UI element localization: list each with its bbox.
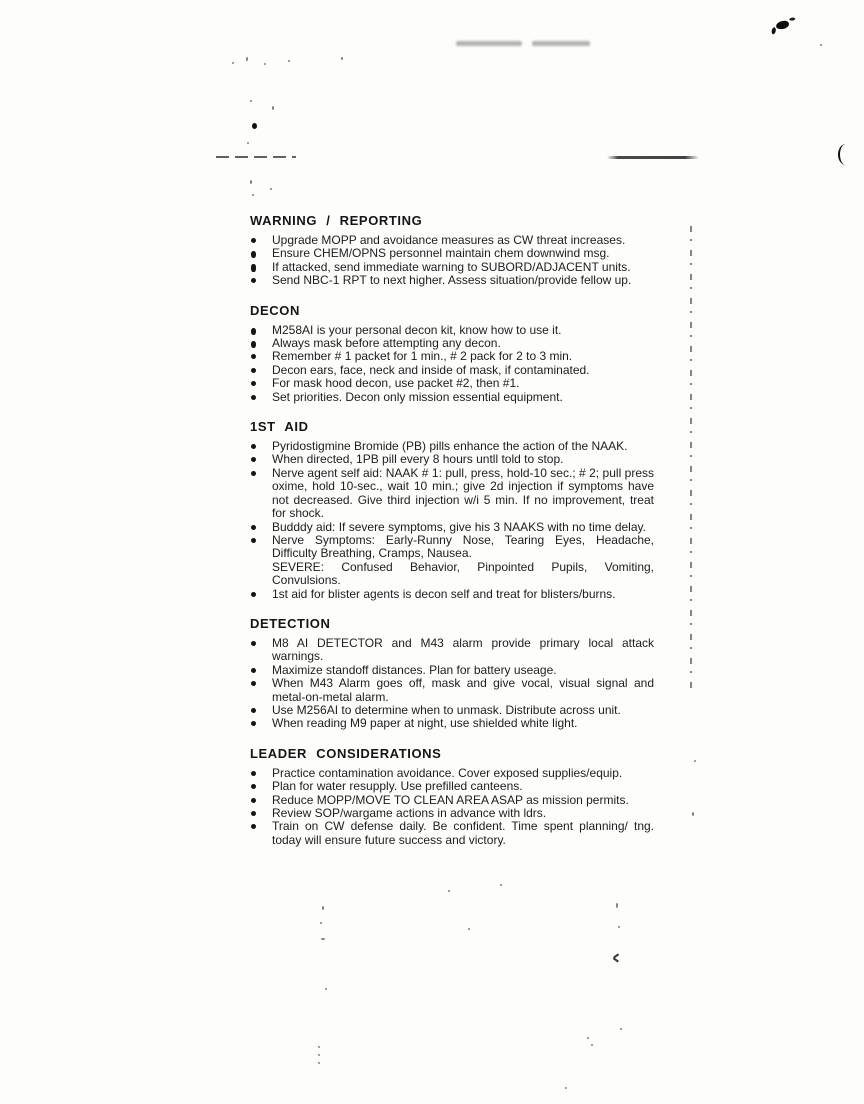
bullet-item xyxy=(272,274,654,287)
bullet-text: Nerve agent self aid: NAAK # 1: pull, press, hold-10 sec.; # 2; pull press oxime, hold 10-sec., wait 10 min.; give 2d injection if symptoms have not decreased. Give third injection w/i 5 min. If no improvement, treat for shock. xyxy=(272,465,654,521)
bullet-item xyxy=(272,350,654,363)
bullet-item xyxy=(272,247,654,260)
bullet-icon xyxy=(251,668,256,673)
scan-curve-mark xyxy=(838,144,849,165)
scan-speck xyxy=(448,890,450,892)
stray-dot xyxy=(252,123,257,129)
scan-smudge xyxy=(456,41,522,46)
bullet-icon xyxy=(251,341,256,348)
section-heading: 1ST AID xyxy=(250,419,309,435)
section-heading: DETECTION xyxy=(250,615,331,631)
bullet-list xyxy=(250,637,654,731)
bullet-text: M8 AI DETECTOR and M43 alarm provide primary local attack warnings. xyxy=(272,635,654,664)
bullet-item xyxy=(272,440,654,453)
scan-speck xyxy=(250,100,252,102)
scan-speck xyxy=(288,60,290,62)
bullet-item xyxy=(272,780,654,793)
bullet-item xyxy=(272,794,654,807)
bullet-text: Set priorities. Decon only mission essential equipment. xyxy=(272,389,563,404)
bullet-icon xyxy=(251,264,256,272)
scan-speck xyxy=(565,1087,567,1089)
scan-speck xyxy=(591,1044,593,1046)
scan-speck xyxy=(325,988,327,990)
bullet-item xyxy=(272,588,654,601)
scan-speck xyxy=(820,44,822,46)
bullet-text: Pyridostigmine Bromide (PB) pills enhance the action of the NAAK. xyxy=(272,439,628,454)
bullet-icon xyxy=(251,354,256,359)
section-heading: LEADER CONSIDERATIONS xyxy=(250,745,442,761)
bullet-item xyxy=(272,717,654,730)
bullet-text: Budddy aid: If severe symptoms, give his 3 NAAKS with no time delay. xyxy=(272,519,646,534)
bullet-text: When reading M9 paper at night, use shielded white light. xyxy=(272,716,578,731)
bullet-item xyxy=(272,391,654,404)
bullet-item xyxy=(272,664,654,677)
section-decon xyxy=(250,303,654,404)
scan-speck xyxy=(322,906,324,910)
bullet-text: Maximize standoff distances. Plan for battery useage. xyxy=(272,662,557,677)
bullet-text: Nerve Symptoms: Early-Runny Nose, Tearing Eyes, Headache, Difficulty Breathing, Cramps, Nausea. xyxy=(272,532,654,561)
section-leader-considerations xyxy=(250,746,654,847)
bullet-item xyxy=(272,337,654,350)
bullet-icon xyxy=(251,278,256,283)
scan-speck xyxy=(270,188,272,190)
bullet-item xyxy=(272,521,654,534)
scan-speck xyxy=(620,1028,622,1030)
bullet-item xyxy=(272,820,654,847)
bullet-text: Ensure CHEM/OPNS personnel maintain chem downwind msg. xyxy=(272,246,610,261)
scan-smudge xyxy=(532,41,590,46)
scan-speck xyxy=(500,884,502,886)
bullet-icon xyxy=(251,538,256,543)
bullet-text: 1st aid for blister agents is decon self and treat for blisters/burns. xyxy=(272,586,616,601)
bullet-item xyxy=(272,453,654,466)
scan-speck xyxy=(616,903,618,908)
bullet-item xyxy=(272,364,654,377)
bullet-item xyxy=(272,767,654,780)
bullet-list xyxy=(250,440,654,601)
section-heading: DECON xyxy=(250,302,300,318)
bullet-text: Remember # 1 packet for 1 min., # 2 pack for 2 to 3 min. xyxy=(272,349,573,364)
bullet-item xyxy=(272,377,654,390)
bullet-icon xyxy=(251,592,256,597)
bullet-list xyxy=(250,234,654,288)
bullet-icon xyxy=(251,784,256,789)
scan-speck xyxy=(272,106,274,110)
section-warning-reporting xyxy=(250,213,654,288)
bullet-icon xyxy=(251,641,256,646)
scan-speck xyxy=(250,180,252,184)
scan-speck xyxy=(264,63,266,65)
scan-speck xyxy=(694,760,696,762)
scan-speck xyxy=(232,62,234,64)
bullet-text: Use M256AI to determine when to unmask. Distribute across unit. xyxy=(272,702,621,717)
bullet-item xyxy=(272,704,654,717)
bullet-text: For mask hood decon, use packet #2, then #1. xyxy=(272,376,520,391)
bullet-text: When directed, 1PB pill every 8 hours untll told to stop. xyxy=(272,452,564,467)
bullet-icon xyxy=(251,238,256,243)
scan-speck xyxy=(247,142,249,144)
bullet-list xyxy=(250,767,654,847)
bullet-text: Upgrade MOPP and avoidance measures as CW threat increases. xyxy=(272,233,626,247)
bullet-item xyxy=(272,324,654,337)
bullet-icon xyxy=(251,395,256,400)
document-body xyxy=(250,213,654,862)
bullet-text: Always mask before attempting any decon. xyxy=(272,336,501,351)
bullet-icon xyxy=(251,471,256,476)
scan-speck xyxy=(318,1046,320,1048)
bullet-item xyxy=(272,534,654,588)
scan-speck xyxy=(468,928,470,930)
bullet-text: Review SOP/wargame actions in advance with ldrs. xyxy=(272,806,547,820)
bullet-icon xyxy=(251,708,256,713)
bullet-item xyxy=(272,677,654,704)
bullet-icon xyxy=(251,721,256,726)
scan-dash-line xyxy=(607,156,699,159)
scan-speck xyxy=(692,812,694,816)
bullet-icon xyxy=(251,525,256,530)
bullet-text: M258AI is your personal decon kit, know how to use it. xyxy=(272,322,562,337)
bullet-icon xyxy=(251,368,256,373)
scan-dotted-vline xyxy=(690,226,692,692)
bullet-icon xyxy=(251,251,256,258)
bullet-icon xyxy=(251,381,256,386)
ink-blob xyxy=(776,20,790,30)
bullet-icon xyxy=(251,328,256,335)
stray-chevron-mark xyxy=(613,953,619,958)
bullet-icon xyxy=(251,771,256,776)
section-heading: WARNING / REPORTING xyxy=(250,213,423,228)
bullet-item xyxy=(272,807,654,820)
bullet-text: If attacked, send immediate warning to SUBORD/ADJACENT units. xyxy=(272,259,631,274)
scan-speck xyxy=(318,1054,320,1056)
bullet-text: Plan for water resupply. Use prefilled canteens. xyxy=(272,779,523,794)
scan-speck xyxy=(587,1037,589,1039)
stray-chevron-mark xyxy=(613,957,619,962)
bullet-text-severe: SEVERE: Confused Behavior, Pinpointed Pupils, Vomiting, Convulsions. xyxy=(272,559,654,588)
bullet-text: Reduce MOPP/MOVE TO CLEAN AREA ASAP as mission permits. xyxy=(272,792,629,807)
scan-speck xyxy=(318,1062,320,1064)
bullet-text: Decon ears, face, neck and inside of mask, if contaminated. xyxy=(272,362,590,377)
bullet-text: Practice contamination avoidance. Cover exposed supplies/equip. xyxy=(272,765,623,780)
bullet-item xyxy=(272,261,654,274)
bullet-icon xyxy=(251,824,256,829)
bullet-list xyxy=(250,324,654,404)
bullet-icon xyxy=(251,444,256,449)
scan-speck xyxy=(320,922,322,924)
bullet-icon xyxy=(251,811,256,816)
scan-speck xyxy=(321,938,325,940)
bullet-text: When M43 Alarm goes off, mask and give vocal, visual signal and metal-on-metal alarm. xyxy=(272,676,654,704)
bullet-icon xyxy=(251,681,256,686)
bullet-icon xyxy=(251,457,256,462)
scan-dash-line xyxy=(216,156,296,158)
scan-speck xyxy=(341,57,343,60)
section-detection xyxy=(250,616,654,731)
scan-speck xyxy=(246,57,248,61)
bullet-item xyxy=(272,234,654,247)
bullet-text: Train on CW defense daily. Be confident. Time spent planning/ tng. today will ensure future success and victory. xyxy=(272,819,654,847)
bullet-item xyxy=(272,637,654,664)
bullet-item xyxy=(272,467,654,521)
scan-speck xyxy=(618,926,620,928)
section-first-aid xyxy=(250,419,654,601)
bullet-text: Send NBC-1 RPT to next higher. Assess situation/provide fellow up. xyxy=(272,273,632,288)
scan-speck xyxy=(252,194,254,196)
bullet-icon xyxy=(251,798,256,803)
